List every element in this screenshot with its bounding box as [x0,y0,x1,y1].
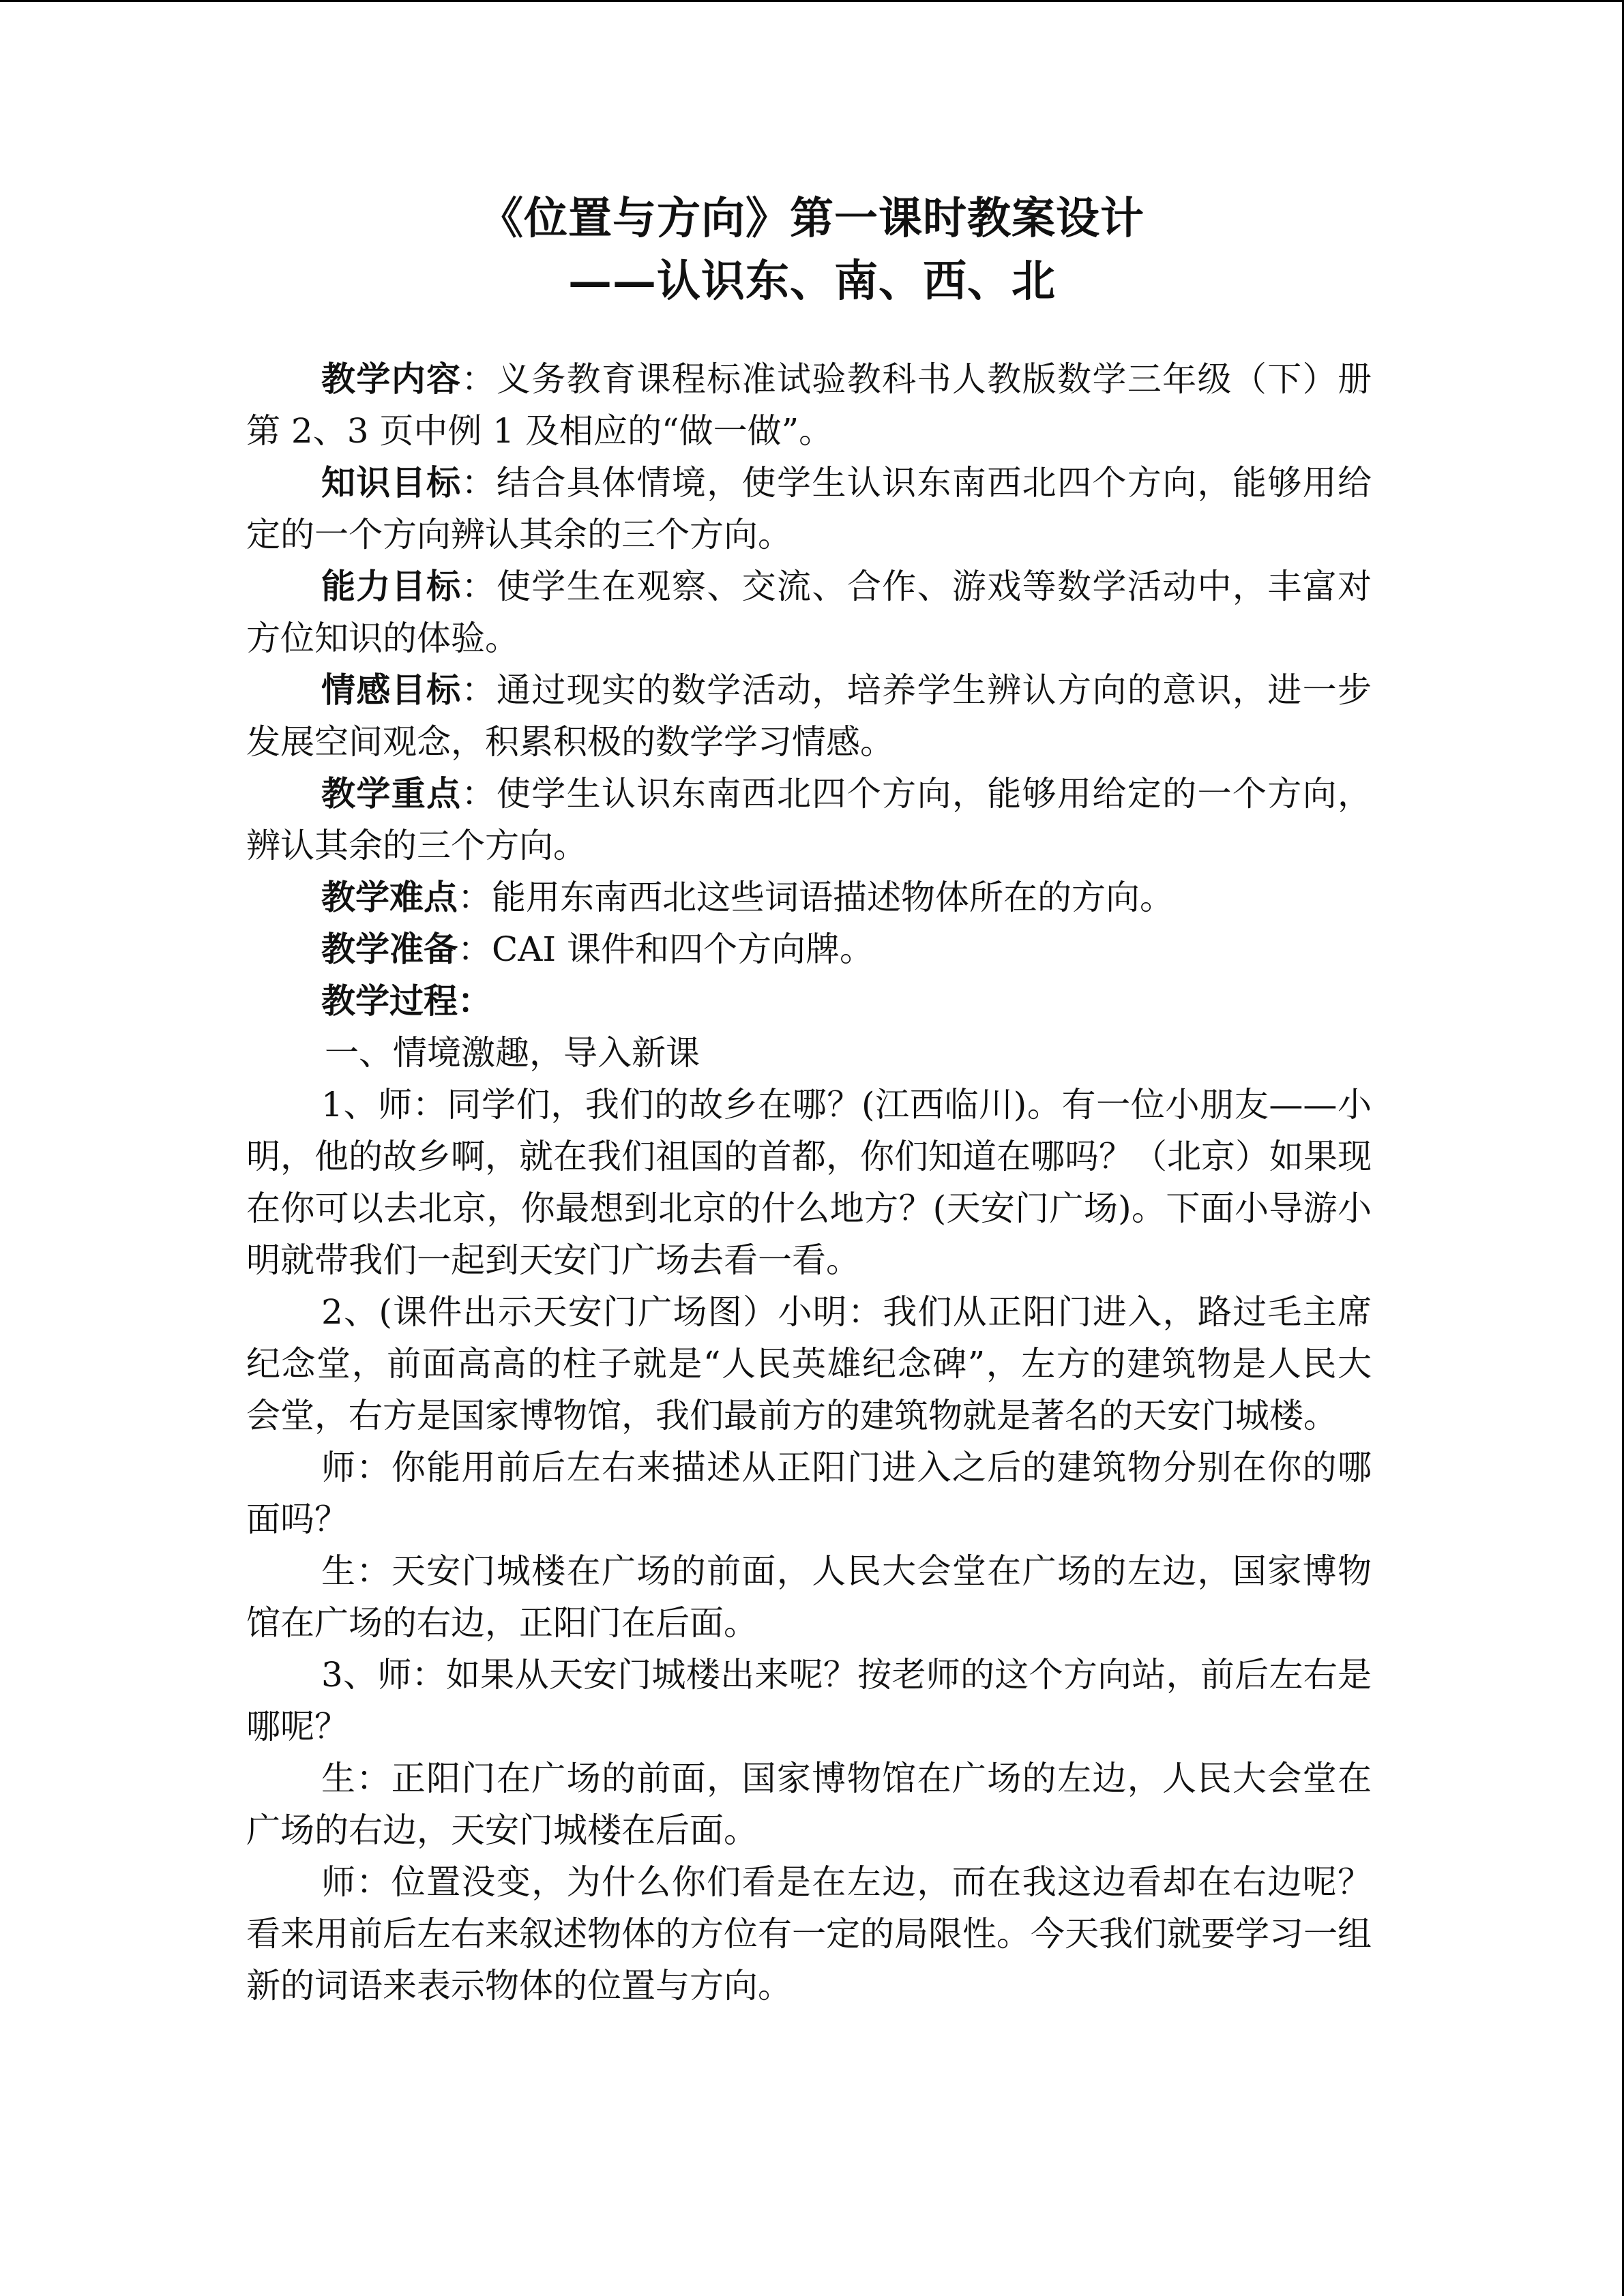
body-paragraph: 2、(课件出示天安门广场图）小明：我们从正阳门进入，路过毛主席纪念堂，前面高高的柱子就是“人民英雄纪念碑”，左方的建筑物是人民大会堂，右方是国家博物馆，我们最前方的建筑物就是著名的天安门城楼。 [246,1292,1372,1435]
body-paragraph: 1、师：同学们，我们的故乡在哪？(江西临川)。有一位小朋友——小明，他的故乡啊，就在我们祖国的首都，你们知道在哪吗？（北京）如果现在你可以去北京，你最想到北京的什么地方？(天安门广场)。下面小导游小明就带我们一起到天安门广场去看一看。 [246,1085,1372,1280]
section-label: 教学准备 [321,929,458,969]
section-text: 使学生在观察、交流、合作、游戏等数学活动中，丰富对方位知识的体验。 [246,567,1372,658]
section-difficulty [246,871,1372,923]
title-line-subtitle: ——认识东、南、西、北 [568,256,1056,307]
body-paragraph: 3、师：如果从天安门城楼出来呢？按老师的这个方向站，前后左右是哪呢？ [246,1655,1372,1746]
section-label: 教学过程 [321,981,458,1021]
body-paragraph: 师：位置没变，为什么你们看是在左边，而在我这边看却在右边呢？看来用前后左右来叙述物体的方位有一定的局限性。今天我们就要学习一组新的词语来表示物体的位置与方向。 [246,1862,1372,2006]
section-separator: ： [458,878,492,917]
section-knowledge-goal [246,457,1372,561]
section-separator: ： [461,670,497,710]
section-label: 教学难点 [321,877,458,917]
section-separator: ： [461,359,497,399]
section-separator: ： [461,774,497,814]
section-text: 结合具体情境，使学生认识东南西北四个方向，能够用给定的一个方向辨认其余的三个方向。 [246,463,1372,554]
document-body [246,353,1372,2012]
section-text: 义务教育课程标准试验教科书人教版数学三年级（下）册第 2、3 页中例 1 及相应的“做一做”。 [246,359,1372,451]
title-line-main: 《位置与方向》第一课时教案设计 [479,193,1145,244]
body-paragraph: 生：天安门城楼在广场的前面，人民大会堂在广场的左边，国家博物馆在广场的右边，正阳门在后面。 [246,1551,1372,1643]
body-paragraph: 师：你能用前后左右来描述从正阳门进入之后的建筑物分别在你的哪面吗？ [246,1448,1372,1539]
section-ability-goal [246,561,1372,664]
section-text: 能用东南西北这些词语描述物体所在的方向。 [492,878,1174,917]
section-label: 能力目标 [321,566,462,606]
section-separator: ： [458,981,492,1021]
body-paragraph: 生：正阳门在广场的前面，国家博物馆在广场的左边，人民大会堂在广场的右边，天安门城楼在后面。 [246,1759,1372,1850]
section-text: 通过现实的数学活动，培养学生辨认方向的意识，进一步发展空间观念，积累积极的数学学习情感。 [246,670,1372,762]
section-label: 情感目标 [321,670,462,710]
section-label: 教学内容 [321,359,462,399]
section-preparation [246,923,1372,975]
document-title [0,188,1624,313]
section-label: 教学重点 [321,773,462,814]
section-label: 知识目标 [321,462,462,503]
section-separator: ： [461,463,497,503]
section-process [246,975,1372,1027]
section-teaching-content [246,353,1372,457]
section-separator: ： [458,929,492,969]
heading-part-one: 一、情境激趣，导入新课 [325,1033,700,1073]
section-text: 使学生认识东南西北四个方向，能够用给定的一个方向，辨认其余的三个方向。 [246,774,1372,865]
section-emotion-goal [246,664,1372,768]
section-text: CAI 课件和四个方向牌。 [492,929,874,969]
section-key-point [246,768,1372,871]
section-separator: ： [461,567,497,606]
